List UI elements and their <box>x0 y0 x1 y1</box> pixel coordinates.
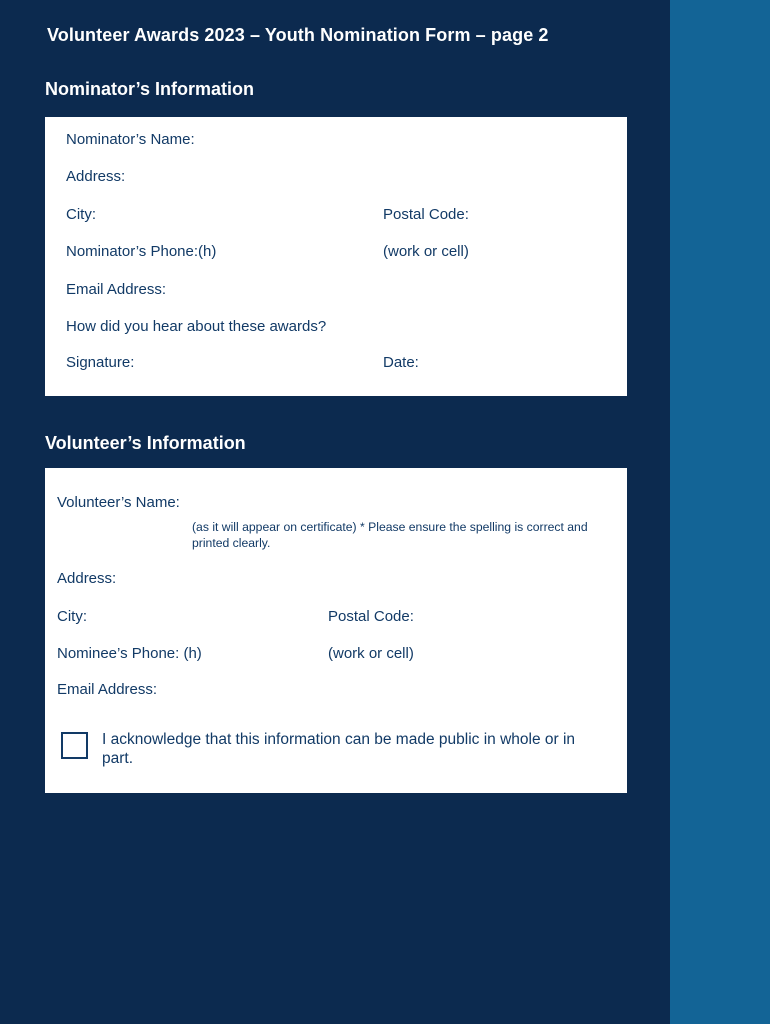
nominator-date-field[interactable]: Date: <box>383 354 419 371</box>
volunteer-info-card <box>45 468 627 793</box>
side-color-strip <box>670 0 770 1024</box>
nominator-work-phone-field[interactable]: (work or cell) <box>383 243 469 260</box>
nominee-work-phone-field[interactable]: (work or cell) <box>328 645 414 662</box>
nominator-postal-code-field[interactable]: Postal Code: <box>383 206 469 223</box>
volunteer-address-field[interactable]: Address: <box>57 570 117 587</box>
nominee-home-phone-field[interactable]: Nominee’s Phone: (h) <box>57 645 202 662</box>
volunteer-city-field[interactable]: City: <box>57 608 87 625</box>
nominator-section-heading: Nominator’s Information <box>45 79 255 99</box>
nominator-address-field[interactable]: Address: <box>66 168 126 185</box>
volunteer-email-field[interactable]: Email Address: <box>57 681 158 698</box>
nominator-home-phone-field[interactable]: Nominator’s Phone:(h) <box>66 243 217 260</box>
acknowledge-checkbox[interactable] <box>61 732 88 759</box>
nominator-info-card <box>45 117 627 396</box>
volunteer-postal-code-field[interactable]: Postal Code: <box>328 608 414 625</box>
volunteer-name-field[interactable]: Volunteer’s Name: <box>57 494 180 511</box>
volunteer-section-heading: Volunteer’s Information <box>45 433 246 453</box>
page-title: Volunteer Awards 2023 – Youth Nomination Form – page 2 <box>47 25 549 45</box>
nominator-email-field[interactable]: Email Address: <box>66 281 167 298</box>
nominator-name-field[interactable]: Nominator’s Name: <box>66 131 195 148</box>
heard-about-awards-field[interactable]: How did you hear about these awards? <box>66 318 327 335</box>
nominator-city-field[interactable]: City: <box>66 206 96 223</box>
nominator-signature-field[interactable]: Signature: <box>66 354 135 371</box>
volunteer-name-note: (as it will appear on certificate) * Please ensure the spelling is correct and printed clearly. <box>192 520 588 550</box>
acknowledge-label: I acknowledge that this information can be made public in whole or in part. <box>102 731 576 767</box>
